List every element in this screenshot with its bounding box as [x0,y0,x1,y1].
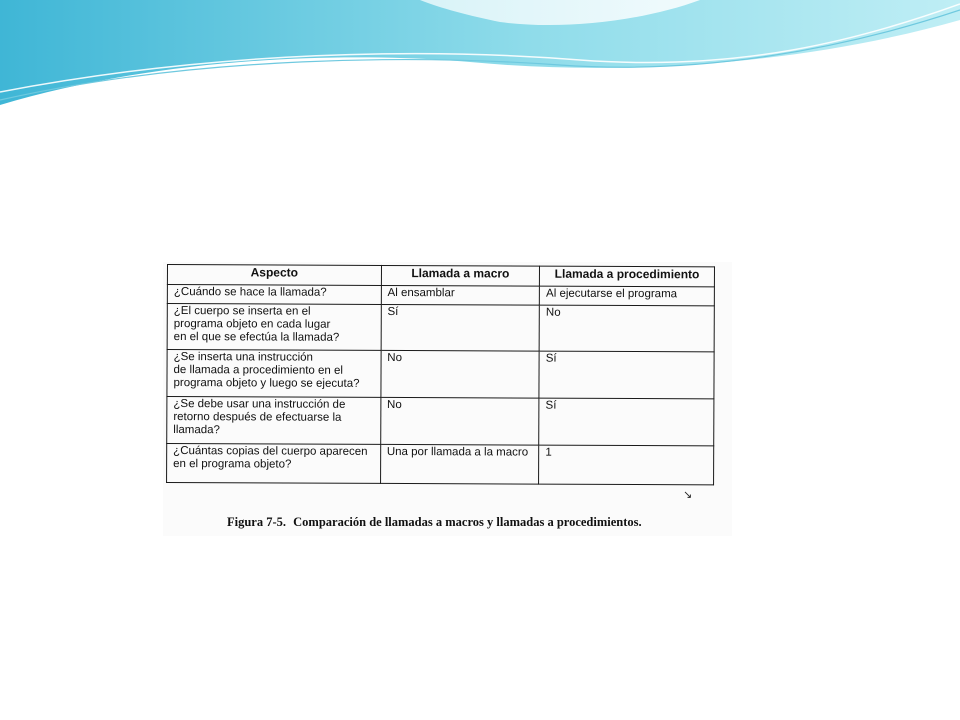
scanned-figure [163,262,732,536]
aspect-line: en el que se efectúa la llamada? [173,331,340,344]
procedure-cell: 1 [539,445,714,485]
procedure-cell: Sí [539,351,714,399]
header-llamada-macro: Llamada a macro [381,265,540,286]
aspect-line: retorno después de efectuarse la [173,411,342,424]
table-header-row [167,265,714,287]
macro-cell: No [380,397,539,445]
scan-mark-icon: ↘ [683,488,693,501]
macro-cell: No [381,350,540,398]
table-row [167,304,714,352]
aspect-line: de llamada a procedimiento en el [173,364,343,377]
aspect-line: ¿Se debe usar una instrucción de [173,398,346,411]
aspect-line: programa objeto y luego se ejecuta? [173,377,360,390]
procedure-cell: Sí [539,398,714,446]
aspect-cell [167,285,381,305]
macro-cell: Sí [381,304,540,351]
table-row [167,444,714,485]
table-row [167,397,714,446]
comparison-table [166,264,715,485]
aspect-line: programa objeto en cada lugar [173,318,331,331]
aspect-line: ¿Se inserta una instrucción [173,351,313,364]
aspect-line: llamada? [173,424,220,437]
procedure-cell: No [539,305,714,352]
aspect-cell [167,350,381,398]
aspect-line: en el programa objeto? [173,458,292,471]
aspect-line: ¿Cuántas copias del cuerpo aparecen [173,445,368,458]
macro-cell: Al ensamblar [381,285,540,305]
aspect-cell [167,397,381,445]
aspect-line: ¿Cuándo se hace la llamada? [173,286,327,299]
header-llamada-procedimiento: Llamada a procedimiento [540,266,715,287]
figure-label: Figura 7-5. [227,515,287,529]
table-row [167,350,714,399]
decorative-wave-banner [0,0,960,120]
figure-caption-text: Comparación de llamadas a macros y llamadas a procedimientos. [293,515,642,529]
table-row [167,285,714,306]
aspect-cell [167,304,381,351]
macro-cell: Una por llamada a la macro [380,444,539,484]
header-aspecto: Aspecto [167,265,381,286]
procedure-cell: Al ejecutarse el programa [539,286,714,306]
aspect-cell [167,444,381,484]
aspect-line: ¿El cuerpo se inserta en el [173,305,311,318]
figure-caption [227,515,642,530]
